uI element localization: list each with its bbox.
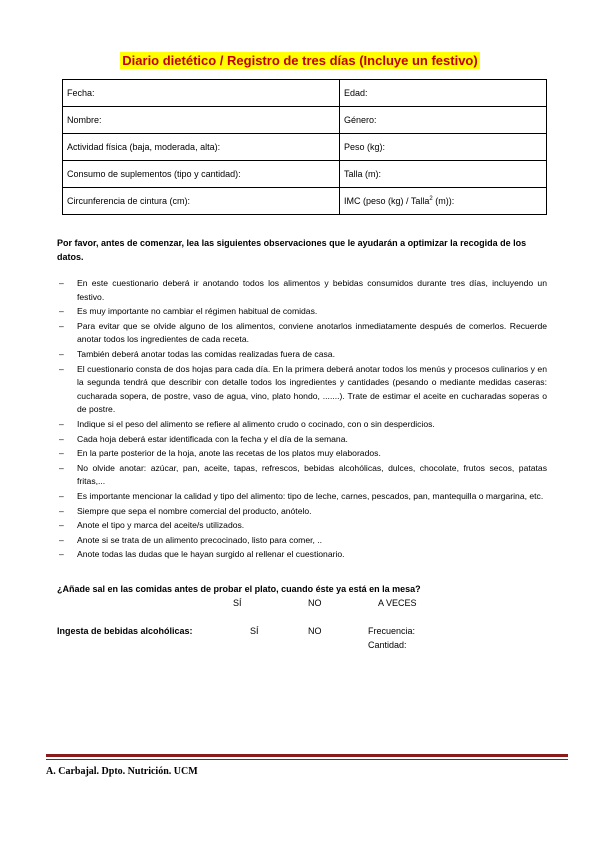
list-item: – También deberá anotar todas las comidas realizadas fuera de casa. — [57, 348, 547, 362]
nombre-field[interactable]: Nombre: — [63, 107, 340, 134]
table-row — [63, 134, 547, 161]
page-title: Diario dietético / Registro de tres días (Incluye un festivo) — [122, 53, 478, 68]
list-item: – Cada hoja deberá estar identificada con la fecha y el día de la semana. — [57, 433, 547, 447]
list-item: – Anote el tipo y marca del aceite/s utilizados. — [57, 519, 547, 533]
actividad-field[interactable]: Actividad física (baja, moderada, alta): — [63, 134, 340, 161]
peso-field[interactable]: Peso (kg): — [340, 134, 547, 161]
imc-label-a: IMC (peso (kg) / Talla — [344, 196, 430, 206]
list-item: – Es muy importante no cambiar el régimen habitual de comidas. — [57, 305, 547, 319]
salt-question: ¿Añade sal en las comidas antes de probar el plato, cuando éste ya está en la mesa? — [57, 584, 421, 594]
list-item: – En la parte posterior de la hoja, anote las recetas de los platos muy elaborados. — [57, 447, 547, 461]
page-title-wrapper — [0, 52, 600, 70]
talla-field[interactable]: Talla (m): — [340, 161, 547, 188]
personal-data-table — [62, 79, 547, 215]
list-item: – En este cuestionario deberá ir anotando todos los alimentos y bebidas consumidos durante tres días, incluyendo un festivo. — [57, 277, 547, 304]
list-item: – Siempre que sepa el nombre comercial del producto, anótelo. — [57, 505, 547, 519]
imc-superscript: 2 — [429, 196, 433, 202]
cintura-field[interactable]: Circunferencia de cintura (cm): — [63, 188, 340, 215]
edad-field[interactable]: Edad: — [340, 80, 547, 107]
table-row — [63, 188, 547, 215]
table-row — [63, 161, 547, 188]
footer-rule-thin — [46, 759, 568, 760]
alcohol-option-si[interactable]: SÍ — [250, 626, 259, 636]
list-item: – Es importante mencionar la calidad y tipo del alimento: tipo de leche, carnes, pescados, pan, mantequilla o margarina, etc. — [57, 490, 547, 504]
intro-note: Por favor, antes de comenzar, lea las siguientes observaciones que le ayudarán a optimizar la recogida de los datos. — [57, 238, 527, 262]
alcohol-option-no[interactable]: NO — [308, 626, 322, 636]
imc-field[interactable] — [340, 188, 547, 215]
list-item: – Para evitar que se olvide alguno de los alimentos, conviene anotarlos inmediatamente después de comerlos. Recuerde anotar todos los ingredientes de cada receta. — [57, 320, 547, 347]
salt-option-si[interactable]: SÍ — [233, 598, 242, 608]
suplementos-field[interactable]: Consumo de suplementos (tipo y cantidad): — [63, 161, 340, 188]
fecha-field[interactable]: Fecha: — [63, 80, 340, 107]
alcohol-cantidad-label[interactable]: Cantidad: — [368, 640, 407, 650]
genero-field[interactable]: Género: — [340, 107, 547, 134]
salt-option-no[interactable]: NO — [308, 598, 322, 608]
list-item: – No olvide anotar: azúcar, pan, aceite, tapas, refrescos, bebidas alcohólicas, dulces, chocolate, frutos secos, patatas fritas,... — [57, 462, 547, 489]
footer-rule — [46, 754, 568, 757]
list-item: – El cuestionario consta de dos hojas para cada día. En la primera deberá anotar todos los menús y procesos culinarios y en la segunda tendrá que describir con detalle todos los ingredientes y cantidades (pesando o mediante medidas caseras: cucharada sopera, de postre, vaso de agua, vino, plato hondo, .......). Trate de estimar el aceite en cucharadas soperas o de postre. — [57, 363, 547, 417]
footer-credit: A. Carbajal. Dpto. Nutrición. UCM — [46, 766, 198, 777]
table-row — [63, 80, 547, 107]
alcohol-frecuencia-label[interactable]: Frecuencia: — [368, 626, 416, 636]
list-item: – Indique si el peso del alimento se refiere al alimento crudo o cocinado, con o sin desperdicios. — [57, 418, 547, 432]
list-item: – Anote si se trata de un alimento precocinado, listo para comer, .. — [57, 534, 547, 548]
list-item: – Anote todas las dudas que le hayan surgido al rellenar el cuestionario. — [57, 548, 547, 562]
salt-option-aveces[interactable]: A VECES — [378, 598, 417, 608]
table-row — [63, 107, 547, 134]
imc-label-b: (m)): — [432, 196, 455, 206]
alcohol-label: Ingesta de bebidas alcohólicas: — [57, 626, 193, 636]
instructions-list — [57, 277, 547, 563]
